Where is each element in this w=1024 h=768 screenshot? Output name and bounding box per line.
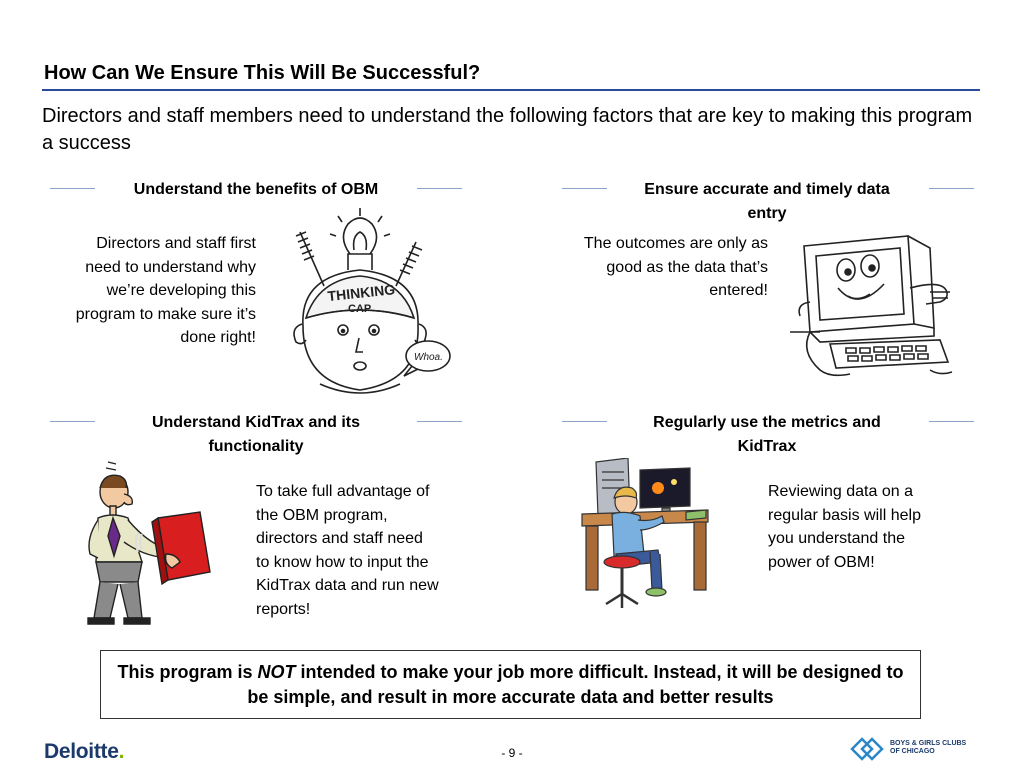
svg-text:THINKING: THINKING — [326, 281, 396, 305]
section-rule-left — [50, 421, 95, 422]
section-body-benefits: Directors and staff first need to understand why we’re developing this program to make sure it’s done right! — [75, 235, 256, 347]
title-divider — [42, 89, 980, 91]
slide-title: How Can We Ensure This Will Be Successful? — [44, 62, 481, 84]
section-heading-kidtrax: Understand KidTrax and its functionality — [151, 414, 361, 455]
section-body-data-entry: The outcomes are only as good as the data that’s entered! — [583, 235, 768, 300]
intro-text: Directors and staff members need to understand the following factors that are key to making this program a success — [42, 105, 973, 154]
smiling-computer-illustration — [790, 232, 960, 382]
callout-box — [100, 650, 921, 719]
boys-girls-clubs-logo-icon — [850, 735, 886, 761]
callout-emphasis: NOT — [257, 661, 296, 682]
section-heading-data-entry: Ensure accurate and timely data entry — [644, 181, 890, 222]
section-body-metrics: Reviewing data on a regular basis will help you understand the power of OBM! — [768, 483, 921, 571]
boys-girls-clubs-logo: BOYS & GIRLS CLUBS OF CHICAGO — [890, 740, 967, 755]
section-body-kidtrax: To take full advantage of the OBM program, directors and staff need to know how to input the KidTrax data and run new reports! — [256, 483, 439, 618]
section-rule-left — [562, 188, 607, 189]
section-rule-right — [929, 421, 974, 422]
man-with-binder-illustration — [80, 458, 220, 626]
section-rule-right — [417, 421, 462, 422]
callout-text: This program is NOT intended to make your job more difficult. Instead, it will be designed to be simple, and result in more accurate data and better results — [117, 661, 904, 707]
section-rule-left — [562, 421, 607, 422]
svg-text:Whoa.: Whoa. — [414, 352, 443, 363]
page-number: - 9 - — [501, 746, 523, 760]
section-heading-metrics: Regularly use the metrics and KidTrax — [653, 414, 881, 455]
kid-at-computer-illustration — [578, 458, 714, 618]
deloitte-logo: Deloitte. — [44, 740, 125, 763]
section-rule-right — [929, 188, 974, 189]
section-rule-right — [417, 188, 462, 189]
svg-text:CAP: CAP — [348, 303, 372, 315]
section-heading-benefits: Understand the benefits of OBM — [133, 181, 379, 198]
section-rule-left — [50, 188, 95, 189]
thinking-cap-illustration — [268, 206, 453, 402]
